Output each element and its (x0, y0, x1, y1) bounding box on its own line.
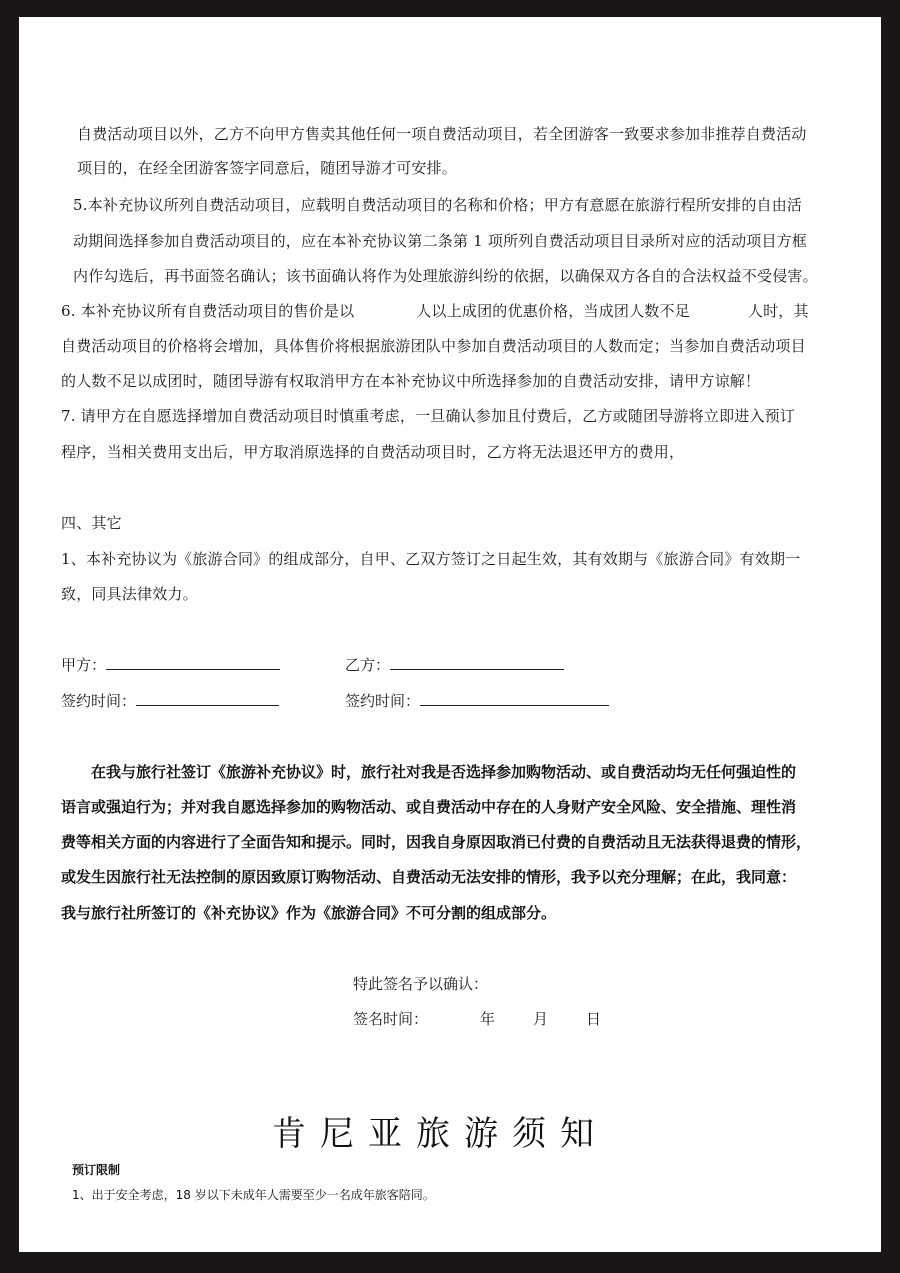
item-7-line: 程序，当相关费用支出后，甲方取消原选择的自费活动项目时，乙方将无法退还甲方的费用， (61, 443, 685, 461)
notice-item: 1、出于安全考虑，18 岁以下未成年人需要至少一名成年旅客陪同。 (72, 1188, 435, 1202)
statement-line: 在我与旅行社签订《旅游补充协议》时，旅行社对我是否选择参加购物活动、或自费活动均无任何强迫性的 (91, 763, 797, 781)
year-label: 年 (480, 1010, 496, 1028)
section-4-line: 1、本补充协议为《旅游合同》的组成部分，自甲、乙双方签订之日起生效，其有效期与《旅游合同》有效期一 (61, 550, 801, 568)
document-page (19, 17, 881, 1252)
month-label: 月 (533, 1010, 549, 1028)
party-a-signature-line[interactable] (106, 655, 280, 670)
party-b-date-label: 签约时间： (345, 692, 421, 710)
item-7-line: 7. 请甲方在自愿选择增加自费活动项目时慎重考虑，一旦确认参加且付费后，乙方或随团导游将立即进入预订 (61, 407, 796, 425)
paragraph-line: 自费活动项目以外，乙方不向甲方售卖其他任何一项自费活动项目，若全团游客一致要求参加非推荐自费活动 (77, 125, 807, 143)
item-6-text-a: 6. 本补充协议所有自费活动项目的售价是以 (61, 302, 355, 320)
party-a-label: 甲方： (61, 656, 107, 674)
confirmation-label: 特此签名予以确认： (353, 975, 489, 993)
item-6-line: 自费活动项目的价格将会增加，具体售价将根据旅游团队中参加自费活动项目的人数而定；当参加自费活动项目 (61, 337, 806, 355)
party-a-signature (61, 654, 280, 676)
day-label: 日 (586, 1010, 602, 1028)
item-6-line (61, 300, 809, 322)
party-b-date (345, 690, 609, 712)
party-b-date-line[interactable] (420, 691, 609, 706)
party-b-label: 乙方： (345, 656, 391, 674)
statement-line: 费等相关方面的内容进行了全面告知和提示。同时，因我自身原因取消已付费的自费活动且无法获得退费的情形， (61, 833, 812, 851)
item-6-text-c: 人时，其 (747, 302, 809, 320)
party-a-date-line[interactable] (136, 691, 279, 706)
paragraph-line: 项目的，在经全团游客签字同意后，随团导游才可安排。 (77, 159, 458, 177)
item-6-line: 的人数不足以成团时，随团导游有权取消甲方在本补充协议中所选择参加的自费活动安排，请甲方谅解！ (61, 372, 761, 390)
item-5-line: 内作勾选后，再书面签名确认；该书面确认将作为处理旅游纠纷的依据，以确保双方各自的合法权益不受侵害。 (73, 267, 818, 285)
item-5-line: 5.本补充协议所列自费活动项目，应载明自费活动项目的名称和价格；甲方有意愿在旅游行程所安排的自由活 (73, 196, 803, 214)
statement-line: 我与旅行社所签订的《补充协议》作为《旅游合同》不可分割的组成部分。 (61, 904, 557, 922)
section-4-line: 致，同具法律效力。 (61, 585, 198, 603)
party-a-date (61, 690, 279, 712)
notice-title: 肯尼亚旅游须知 (272, 1114, 608, 1154)
section-heading: 四、其它 (61, 514, 122, 532)
statement-line: 或发生因旅行社无法控制的原因致原订购物活动、自费活动无法安排的情形，我予以充分理解；在此，我同意： (61, 868, 797, 886)
statement-line: 语言或强迫行为；并对我自愿选择参加的购物活动、或自费活动中存在的人身财产安全风险、安全措施、理性消 (61, 798, 797, 816)
signature-time-row (353, 1008, 601, 1030)
notice-subheading: 预订限制 (72, 1163, 121, 1177)
party-b-signature-line[interactable] (390, 655, 564, 670)
party-a-date-label: 签约时间： (61, 692, 137, 710)
item-6-text-b: 人以上成团的优惠价格，当成团人数不足 (416, 302, 690, 320)
item-5-line: 动期间选择参加自费活动项目的，应在本补充协议第二条第 1 项所列自费活动项目目录所对应的活动项目方框 (73, 232, 808, 250)
signature-time-label: 签名时间： (353, 1010, 429, 1028)
party-b-signature (345, 654, 564, 676)
